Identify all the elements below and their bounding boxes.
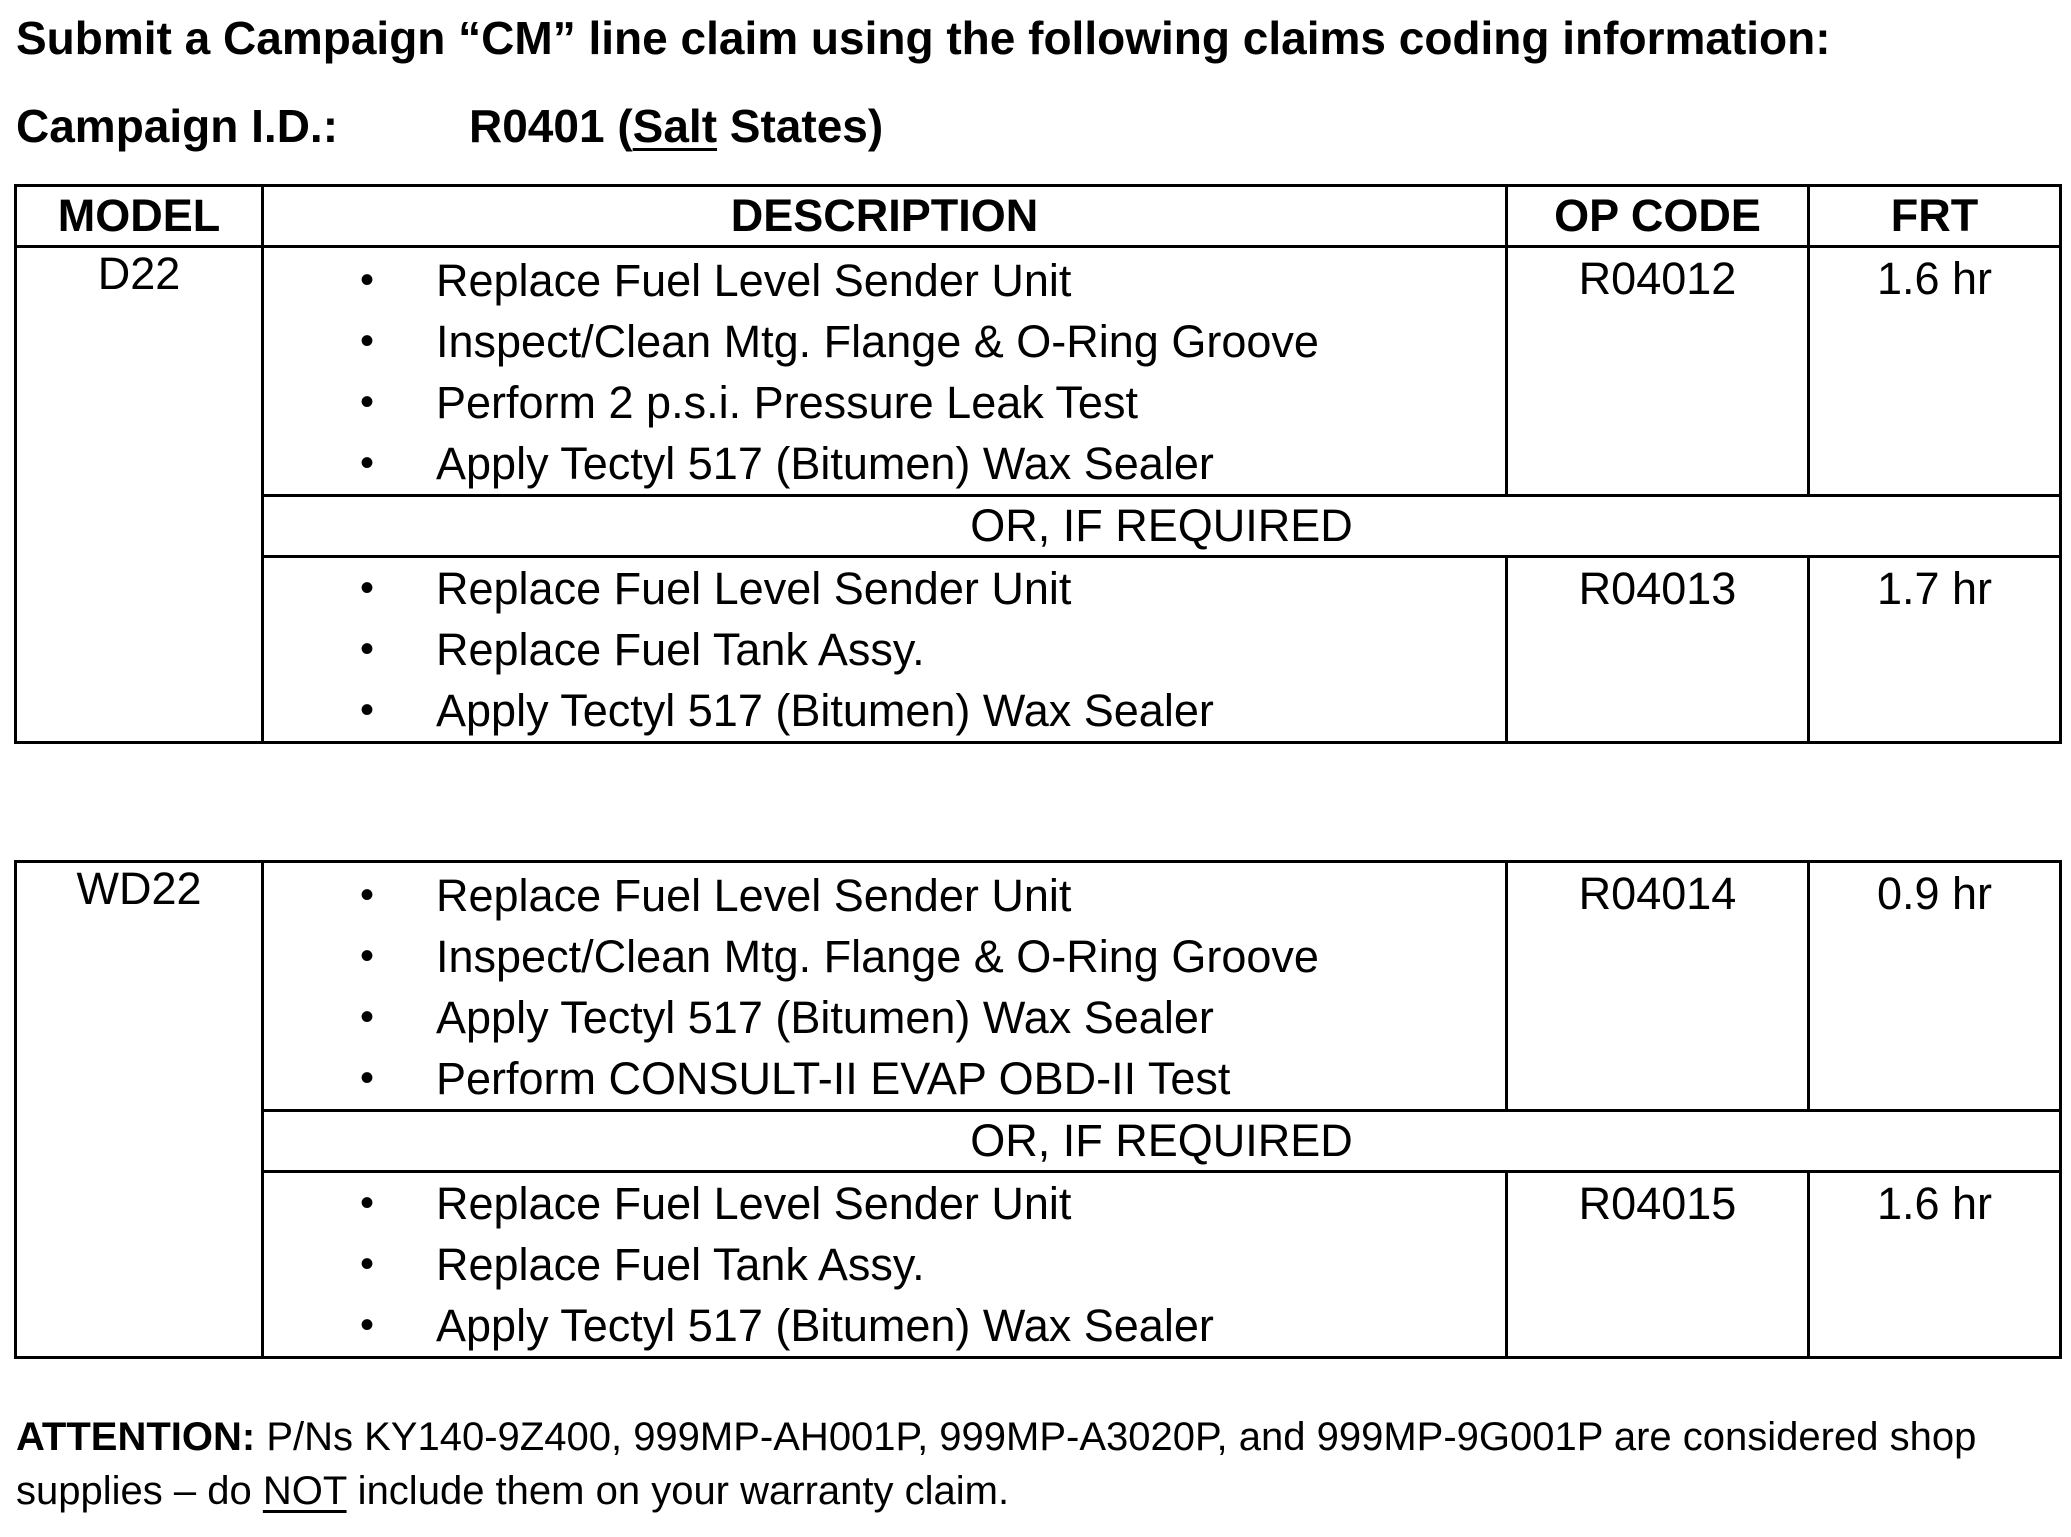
- bullet-icon: •: [360, 1303, 375, 1347]
- frt-cell: 0.9 hr: [1809, 862, 2061, 1111]
- attention-note: [16, 1410, 2046, 1518]
- list-item: [264, 926, 1505, 987]
- separator-text: OR, IF REQUIRED: [970, 1115, 1353, 1166]
- list-item: [264, 433, 1505, 494]
- table-row: [16, 1172, 2061, 1358]
- list-item: [264, 1048, 1505, 1109]
- step-text: Replace Fuel Tank Assy.: [436, 624, 925, 675]
- table-row: [16, 862, 2061, 1111]
- instruction-heading: [16, 10, 1831, 66]
- step-text: Replace Fuel Level Sender Unit: [436, 870, 1072, 921]
- list-item: [264, 311, 1505, 372]
- bullet-icon: •: [360, 873, 375, 917]
- description-cell: [263, 862, 1507, 1111]
- step-list: [264, 863, 1505, 1109]
- column-header-model: MODEL: [16, 186, 263, 247]
- model-cell: D22: [16, 247, 263, 743]
- description-cell: [263, 247, 1507, 496]
- separator-row: [16, 496, 2061, 557]
- bullet-icon: •: [360, 258, 375, 302]
- bullet-icon: •: [360, 1242, 375, 1286]
- attention-emphasis: NOT: [262, 1469, 347, 1513]
- claims-table-wd22: [14, 860, 2062, 1359]
- step-list: [264, 558, 1505, 741]
- op-code-cell: R04012: [1507, 247, 1809, 496]
- table-header-row: [16, 186, 2061, 247]
- column-header-description: DESCRIPTION: [263, 186, 1507, 247]
- step-list: [264, 248, 1505, 494]
- list-item: [264, 680, 1505, 741]
- op-code-cell: R04013: [1507, 557, 1809, 743]
- separator-row: [16, 1111, 2061, 1172]
- step-list: [264, 1173, 1505, 1356]
- step-text: Replace Fuel Tank Assy.: [436, 1239, 925, 1290]
- claims-table-d22: [14, 184, 2062, 744]
- description-cell: [263, 557, 1507, 743]
- list-item: [264, 987, 1505, 1048]
- attention-text-after: include them on your warranty claim.: [346, 1469, 1010, 1513]
- op-code-cell: R04015: [1507, 1172, 1809, 1358]
- list-item: [264, 619, 1505, 680]
- model-cell: WD22: [16, 862, 263, 1358]
- bullet-icon: •: [360, 566, 375, 610]
- bullet-icon: •: [360, 688, 375, 732]
- frt-cell: 1.6 hr: [1809, 247, 2061, 496]
- bullet-icon: •: [360, 1056, 375, 1100]
- campaign-id-code: R0401 (: [469, 100, 633, 152]
- bullet-icon: •: [360, 441, 375, 485]
- frt-cell: 1.6 hr: [1809, 1172, 2061, 1358]
- bullet-icon: •: [360, 380, 375, 424]
- op-code-cell: R04014: [1507, 862, 1809, 1111]
- bullet-icon: •: [360, 934, 375, 978]
- table-row: [16, 557, 2061, 743]
- list-item: [264, 1173, 1505, 1234]
- description-cell: [263, 1172, 1507, 1358]
- separator-text: OR, IF REQUIRED: [970, 500, 1353, 551]
- list-item: [264, 250, 1505, 311]
- campaign-id-label: Campaign I.D.:: [16, 100, 339, 152]
- campaign-id-underlined: Salt: [632, 100, 718, 152]
- list-item: [264, 558, 1505, 619]
- or-if-required-label: [263, 496, 2061, 557]
- step-text: Replace Fuel Level Sender Unit: [436, 255, 1072, 306]
- step-text: Replace Fuel Level Sender Unit: [436, 563, 1072, 614]
- column-header-frt: FRT: [1809, 186, 2061, 247]
- bullet-icon: •: [360, 319, 375, 363]
- list-item: [264, 372, 1505, 433]
- step-text: Replace Fuel Level Sender Unit: [436, 1178, 1072, 1229]
- step-text: Perform CONSULT-II EVAP OBD-II Test: [436, 1053, 1231, 1104]
- bullet-icon: •: [360, 627, 375, 671]
- attention-label: ATTENTION:: [16, 1415, 256, 1459]
- step-text: Apply Tectyl 517 (Bitumen) Wax Sealer: [436, 438, 1214, 489]
- attention-text-before: P/Ns KY140-9Z400, 999MP-AH001P, 999MP-A3020P, and 999MP-9G001P are considered shop supplies – do: [16, 1415, 1977, 1513]
- or-if-required-label: [263, 1111, 2061, 1172]
- campaign-id-line: [16, 98, 883, 154]
- list-item: [264, 865, 1505, 926]
- step-text: Apply Tectyl 517 (Bitumen) Wax Sealer: [436, 992, 1214, 1043]
- step-text: Perform 2 p.s.i. Pressure Leak Test: [436, 377, 1138, 428]
- list-item: [264, 1295, 1505, 1356]
- column-header-op-code: OP CODE: [1507, 186, 1809, 247]
- step-text: Inspect/Clean Mtg. Flange & O-Ring Groove: [436, 931, 1319, 982]
- campaign-id-suffix: States): [717, 100, 884, 152]
- table-row: [16, 247, 2061, 496]
- bullet-icon: •: [360, 1181, 375, 1225]
- step-text: Apply Tectyl 517 (Bitumen) Wax Sealer: [436, 685, 1214, 736]
- step-text: Apply Tectyl 517 (Bitumen) Wax Sealer: [436, 1300, 1214, 1351]
- list-item: [264, 1234, 1505, 1295]
- bullet-icon: •: [360, 995, 375, 1039]
- step-text: Inspect/Clean Mtg. Flange & O-Ring Groove: [436, 316, 1319, 367]
- instruction-text: Submit a Campaign “CM” line claim using the following claims coding information:: [16, 12, 1831, 64]
- frt-cell: 1.7 hr: [1809, 557, 2061, 743]
